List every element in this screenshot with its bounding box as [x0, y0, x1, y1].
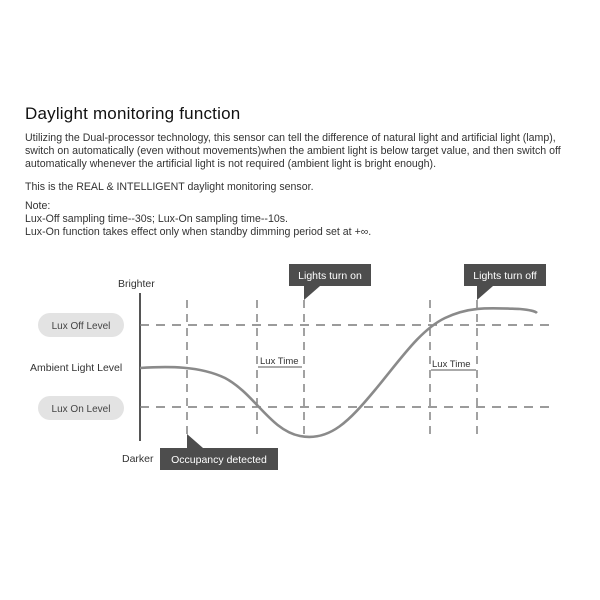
lights-on-callout-pointer — [304, 286, 320, 300]
lux-time-label-2: Lux Time — [432, 359, 471, 370]
occupancy-callout-text: Occupancy detected — [171, 454, 267, 466]
ambient-light-label: Ambient Light Level — [30, 362, 123, 374]
lux-on-level-label: Lux On Level — [51, 404, 111, 415]
occupancy-callout-pointer — [187, 434, 203, 448]
page-title: Daylight monitoring function — [25, 104, 241, 123]
lux-off-level-label: Lux Off Level — [51, 321, 111, 332]
notes-line-2: Lux-On function takes effect only when standby dimming period set at +∞. — [25, 226, 372, 238]
description-text: Utilizing the Dual-processor technology, this sensor can tell the difference of natural light and artificial light (lamp), switch on automatically (even without movements)when the ambient light is below target value, and then switch off automatically whenever the artificial light is not required (ambient light is bright enough). — [25, 132, 561, 170]
lights-on-callout-text: Lights turn on — [298, 270, 362, 282]
statement-text: This is the REAL & INTELLIGENT daylight monitoring sensor. — [25, 181, 314, 193]
notes-line-1: Lux-Off sampling time--30s; Lux-On sampling time--10s. — [25, 213, 288, 225]
lights-off-callout-pointer — [477, 286, 493, 300]
lux-time-label-1: Lux Time — [260, 356, 299, 367]
brighter-label: Brighter — [118, 278, 155, 290]
notes-title: Note: — [25, 200, 51, 212]
darker-label: Darker — [122, 453, 154, 465]
lights-off-callout-text: Lights turn off — [473, 270, 537, 282]
